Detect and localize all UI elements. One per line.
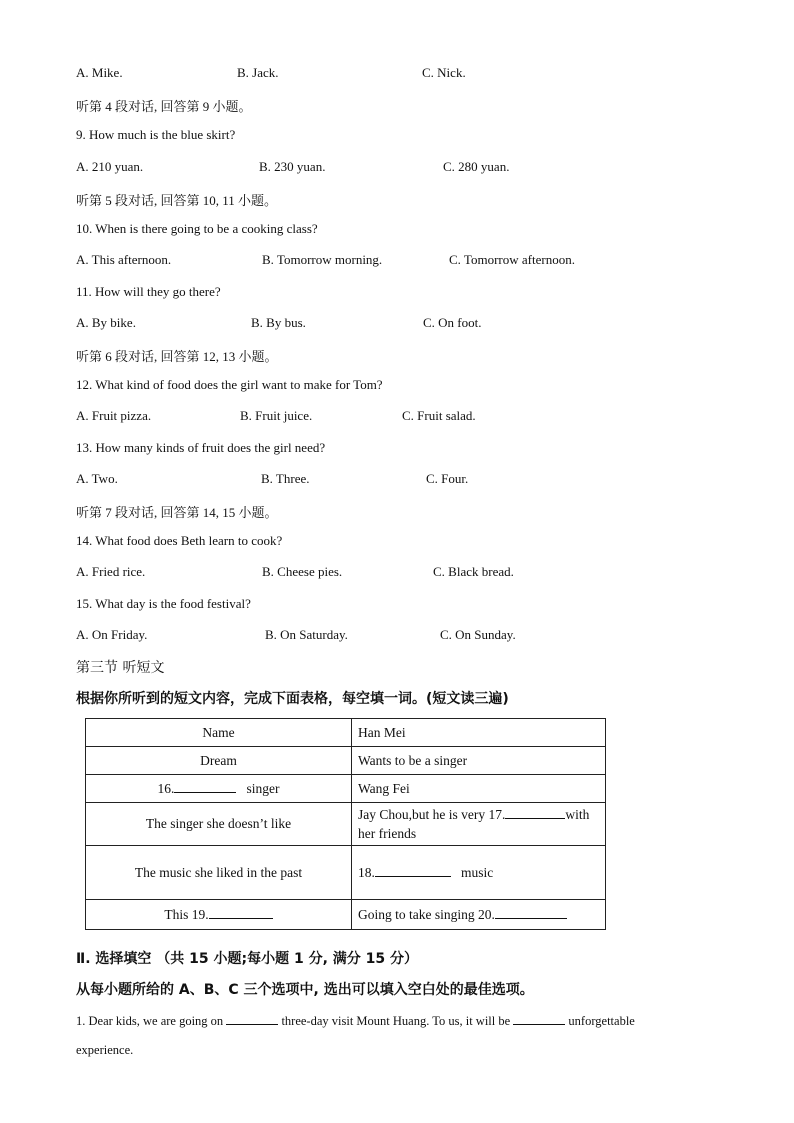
q11-option-b: B. By bus. <box>251 315 306 330</box>
table-cell-name-value: Han Mei <box>352 719 606 747</box>
q10-question: 10. When is there going to be a cooking class? <box>76 221 318 236</box>
q18-blank[interactable] <box>375 864 451 877</box>
q10-option-b: B. Tomorrow morning. <box>262 252 383 267</box>
listening-table <box>85 718 606 930</box>
q1-line-1 <box>76 1012 635 1029</box>
q12-option-c: C. Fruit salad. <box>402 408 476 423</box>
q19-prefix: This 19. <box>164 907 209 922</box>
part-2-instruction: 从每小题所给的 A、B、C 三个选项中, 选出可以填入空白处的最佳选项。 <box>76 982 534 998</box>
dialog-5-instruction: 听第 5 段对话, 回答第 10, 11 小题。 <box>76 193 278 208</box>
q14-option-b: B. Cheese pies. <box>262 564 343 579</box>
q1-text-a: 1. Dear kids, we are going on <box>76 1014 224 1028</box>
table-row <box>86 775 606 803</box>
q15-question: 15. What day is the food festival? <box>76 596 251 611</box>
q12-option-a: A. Fruit pizza. <box>76 408 152 423</box>
q14-option-c: C. Black bread. <box>433 564 514 579</box>
table-cell-q20 <box>352 900 606 930</box>
table-cell-q17 <box>352 803 606 846</box>
q13-option-c: C. Four. <box>426 471 469 486</box>
q12-question: 12. What kind of food does the girl want to make for Tom? <box>76 377 383 392</box>
table-cell-q16 <box>86 775 352 803</box>
q13-option-a: A. Two. <box>76 471 118 486</box>
table-cell-dream-label: Dream <box>86 747 352 775</box>
q20-blank[interactable] <box>495 906 567 919</box>
q13-question: 13. How many kinds of fruit does the girl need? <box>76 440 326 455</box>
q16-number: 16. <box>157 781 175 796</box>
q11-option-c: C. On foot. <box>423 315 482 330</box>
q8-option-c: C. Nick. <box>422 65 466 80</box>
q17-suffix: with <box>565 807 590 822</box>
q16-suffix: singer <box>246 781 280 796</box>
table-cell-q18 <box>352 846 606 900</box>
q9-option-c: C. 280 yuan. <box>443 159 510 174</box>
q1-blank-2[interactable] <box>513 1012 565 1025</box>
q17-line2: her friends <box>358 826 417 841</box>
q1-text-b: three-day visit Mount Huang. To us, it will be <box>281 1014 511 1028</box>
q12-option-b: B. Fruit juice. <box>240 408 313 423</box>
q15-option-c: C. On Sunday. <box>440 627 516 642</box>
q17-blank[interactable] <box>505 806 565 819</box>
section-3-title: 第三节 听短文 <box>76 660 165 676</box>
table-row <box>86 900 606 930</box>
q10-option-c: C. Tomorrow afternoon. <box>449 252 575 267</box>
table-row <box>86 803 606 846</box>
table-row <box>86 846 606 900</box>
table-cell-past-music-label: The music she liked in the past <box>86 846 352 900</box>
q20-prefix: Going to take singing 20. <box>358 907 495 922</box>
q14-question: 14. What food does Beth learn to cook? <box>76 533 283 548</box>
q8-option-a: A. Mike. <box>76 65 123 80</box>
part-2-title: Ⅱ. 选择填空 （共 15 小题;每小题 1 分, 满分 15 分） <box>76 951 419 967</box>
q16-blank[interactable] <box>174 780 236 793</box>
q10-option-a: A. This afternoon. <box>76 252 172 267</box>
q17-prefix: Jay Chou,but he is very 17. <box>358 807 506 822</box>
q1-line-2: experience. <box>76 1043 134 1057</box>
table-cell-name-label: Name <box>86 719 352 747</box>
q15-option-a: A. On Friday. <box>76 627 148 642</box>
table-cell-disliked-singer-label: The singer she doesn’t like <box>86 803 352 846</box>
q19-blank[interactable] <box>209 906 273 919</box>
q9-option-b: B. 230 yuan. <box>259 159 326 174</box>
dialog-6-instruction: 听第 6 段对话, 回答第 12, 13 小题。 <box>76 349 278 364</box>
q1-blank-1[interactable] <box>226 1012 278 1025</box>
section-3-instruction: 根据你所听到的短文内容，完成下面表格，每空填一词。(短文读三遍) <box>76 691 509 707</box>
q14-option-a: A. Fried rice. <box>76 564 146 579</box>
q15-option-b: B. On Saturday. <box>265 627 348 642</box>
dialog-7-instruction: 听第 7 段对话, 回答第 14, 15 小题。 <box>76 505 278 520</box>
table-cell-q19 <box>86 900 352 930</box>
q1-text-c: unforgettable <box>568 1014 635 1028</box>
q18-suffix: music <box>461 865 494 880</box>
table-row <box>86 719 606 747</box>
q11-option-a: A. By bike. <box>76 315 136 330</box>
dialog-4-instruction: 听第 4 段对话, 回答第 9 小题。 <box>76 99 252 114</box>
q9-option-a: A. 210 yuan. <box>76 159 144 174</box>
q8-option-b: B. Jack. <box>237 65 279 80</box>
q9-question: 9. How much is the blue skirt? <box>76 127 236 142</box>
q13-option-b: B. Three. <box>261 471 310 486</box>
q11-question: 11. How will they go there? <box>76 284 221 299</box>
table-row <box>86 747 606 775</box>
q18-number: 18. <box>358 865 375 880</box>
table-cell-favorite-singer: Wang Fei <box>352 775 606 803</box>
table-cell-dream-value: Wants to be a singer <box>352 747 606 775</box>
